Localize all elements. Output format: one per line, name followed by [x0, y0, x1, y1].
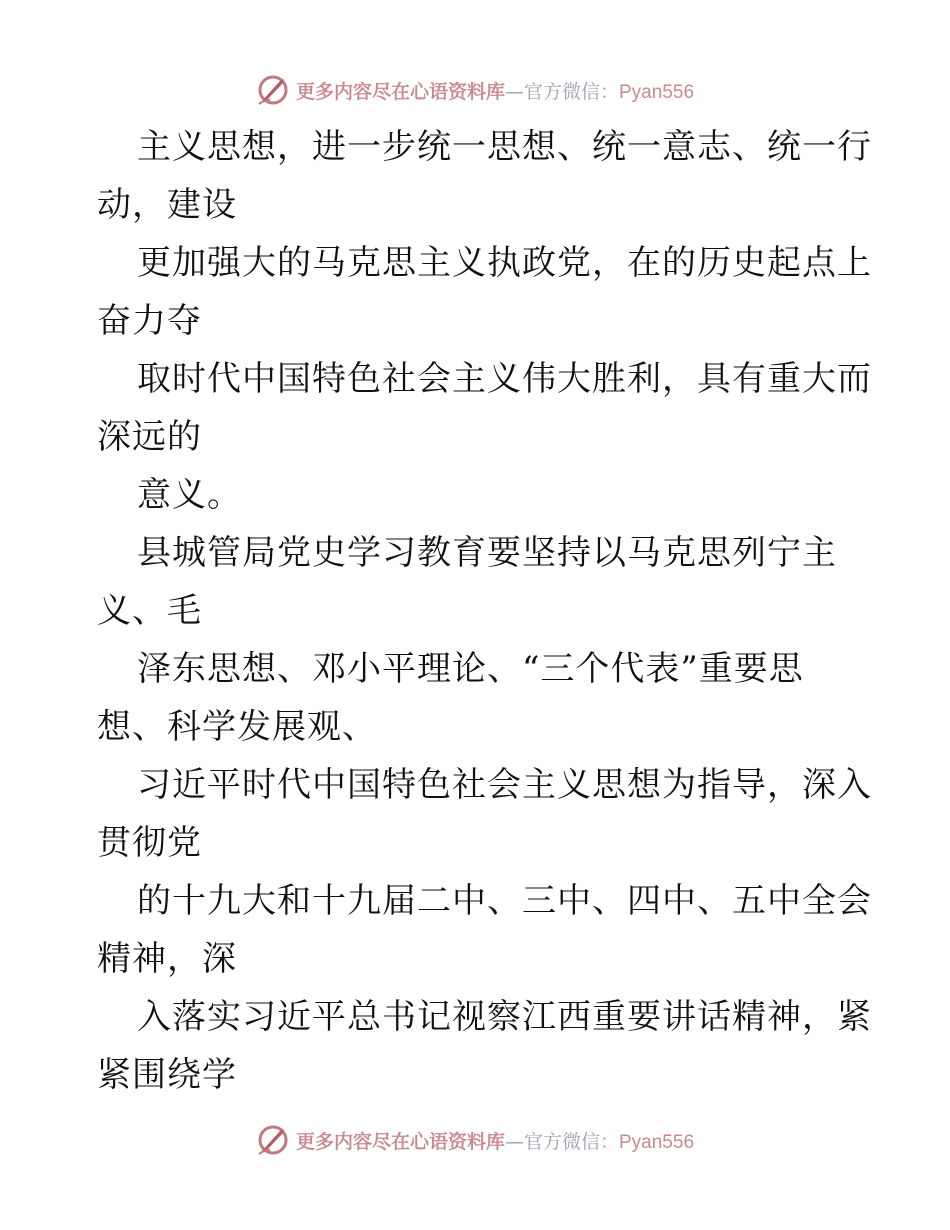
- quill-logo-icon: [256, 1123, 290, 1157]
- text-line: 深远的: [97, 417, 202, 457]
- watermark-wechat-id: Pyan556: [619, 1131, 695, 1153]
- watermark-wechat-label: 官方微信：: [523, 1130, 619, 1153]
- watermark-wechat-id: Pyan556: [619, 81, 695, 103]
- text-line: 的十九大和十九届二中、三中、四中、五中全会: [137, 881, 872, 921]
- quill-logo-icon: [256, 73, 290, 107]
- text-line: 紧围绕学: [97, 1055, 237, 1095]
- text-line: 精神，深: [97, 939, 237, 979]
- text-line: 动，建设: [97, 185, 237, 225]
- footer-watermark: [0, 1120, 950, 1160]
- text-line: 想、科学发展观、: [97, 707, 377, 747]
- text-line: 泽东思想、邓小平理论、“三个代表”重要思: [137, 649, 804, 689]
- text-line: 入落实习近平总书记视察江西重要讲话精神，紧: [137, 997, 872, 1037]
- watermark-dash: —: [504, 80, 524, 103]
- watermark-wechat-label: 官方微信：: [523, 80, 619, 103]
- watermark-dash: —: [504, 1130, 524, 1153]
- watermark-site-name: 更多内容尽在心语资料库: [295, 1130, 505, 1153]
- text-line: 意义。: [137, 475, 242, 515]
- text-line: 县城管局党史学习教育要坚持以马克思列宁主: [137, 533, 837, 573]
- text-line: 更加强大的马克思主义执政党，在的历史起点上: [137, 243, 872, 283]
- text-line: 主义思想，进一步统一思想、统一意志、统一行: [137, 127, 872, 167]
- text-line: 取时代中国特色社会主义伟大胜利，具有重大而: [137, 359, 872, 399]
- text-line: 习近平时代中国特色社会主义思想为指导，深入: [137, 765, 872, 805]
- text-line: 贯彻党: [97, 823, 202, 863]
- text-line: 义、毛: [97, 591, 202, 631]
- text-line: 奋力夺: [97, 301, 202, 341]
- watermark-site-name: 更多内容尽在心语资料库: [295, 80, 505, 103]
- header-watermark: [0, 70, 950, 110]
- document-body: [97, 118, 872, 1104]
